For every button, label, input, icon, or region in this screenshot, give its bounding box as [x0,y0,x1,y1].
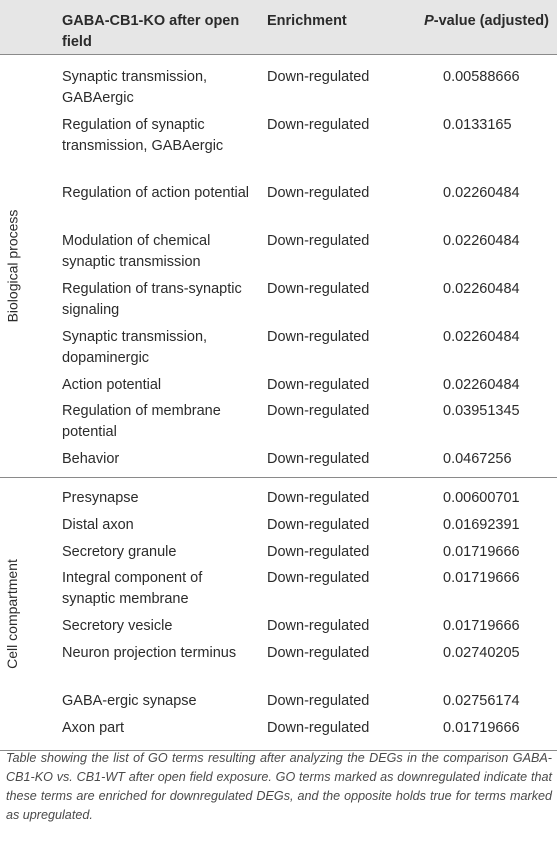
cell-pvalue: 0.02756174 [443,693,520,709]
cell-pvalue: 0.01719666 [443,720,520,736]
cell-pvalue: 0.01719666 [443,544,520,560]
cell-go-term: Regulation of trans-synaptic signaling [62,281,242,318]
cell-pvalue: 0.02260484 [443,185,520,201]
cell-pvalue: 0.02260484 [443,329,520,345]
cell-pvalue: 0.0467256 [443,451,512,467]
cell-enrichment: Down-regulated [267,517,370,533]
cell-enrichment: Down-regulated [267,451,370,467]
section-label-text: Cell compartment [4,559,21,669]
table-body [0,55,557,751]
section-biological-process [0,55,557,477]
cell-pvalue: 0.02260484 [443,377,520,393]
cell-go-term: GABA-ergic synapse [62,693,197,709]
table-row [0,327,557,375]
cell-go-term: Regulation of action potential [62,185,250,201]
cell-enrichment: Down-regulated [267,117,370,133]
cell-enrichment: Down-regulated [267,329,370,345]
cell-go-term: Modulation of chemical synaptic transmission [62,233,211,270]
table-row [0,515,557,542]
cell-go-term: Regulation of synaptic transmission, GABAergic [62,117,224,154]
cell-pvalue: 0.02260484 [443,233,520,249]
cell-enrichment: Down-regulated [267,645,370,661]
cell-pvalue: 0.00600701 [443,490,520,506]
table-row [0,449,557,473]
cell-pvalue: 0.01692391 [443,517,520,533]
cell-pvalue: 0.0133165 [443,117,512,133]
cell-enrichment: Down-regulated [267,377,370,393]
cell-go-term: Synaptic transmission, GABAergic [62,69,208,106]
cell-enrichment: Down-regulated [267,490,370,506]
cell-pvalue: 0.02260484 [443,281,520,297]
section-cell-compartment [0,478,557,750]
cell-go-term: Secretory vesicle [62,618,173,634]
cell-go-term: Secretory granule [62,544,177,560]
cell-enrichment: Down-regulated [267,69,370,85]
cell-pvalue: 0.02740205 [443,645,520,661]
header-pvalue-rest: -value (adjusted) [433,13,549,29]
table-row [0,67,557,115]
table-row [0,115,557,183]
cell-enrichment: Down-regulated [267,570,370,586]
cell-pvalue: 0.00588666 [443,69,520,85]
cell-go-term: Presynapse [62,490,139,506]
header-pvalue [424,11,549,32]
table-row [0,401,557,449]
cell-pvalue: 0.03951345 [443,403,520,419]
table-row [0,568,557,616]
cell-enrichment: Down-regulated [267,185,370,201]
cell-go-term: Neuron projection terminus [62,645,237,661]
table-row [0,183,557,231]
table-row [0,488,557,515]
cell-enrichment: Down-regulated [267,720,370,736]
header-enrichment: Enrichment [267,13,347,29]
table-header [0,0,557,54]
header-pvalue-italic: P [424,13,434,29]
table-row [0,231,557,279]
table-caption: Table showing the list of GO terms resulting after analyzing the DEGs in the comparison GABA-CB1-KO vs. CB1-WT after open field exposure. GO terms marked as downregulated indicate that these terms are enriched for downregulated DEGs, and the opposite holds true for terms marked as upregulated. [6,751,552,822]
header-term: GABA-CB1-KO after open field [62,13,240,50]
cell-go-term: Integral component of synaptic membrane [62,570,203,607]
table-row [0,542,557,568]
table-row [0,616,557,643]
cell-go-term: Synaptic transmission, dopaminergic [62,329,208,366]
cell-enrichment: Down-regulated [267,233,370,249]
cell-go-term: Distal axon [62,517,134,533]
cell-enrichment: Down-regulated [267,693,370,709]
cell-go-term: Regulation of membrane potential [62,403,221,440]
cell-go-term: Behavior [62,451,120,467]
cell-enrichment: Down-regulated [267,281,370,297]
table-row [0,375,557,401]
cell-pvalue: 0.01719666 [443,570,520,586]
table-row [0,691,557,718]
cell-enrichment: Down-regulated [267,403,370,419]
cell-go-term: Axon part [62,720,125,736]
cell-enrichment: Down-regulated [267,618,370,634]
table-row [0,718,557,744]
table-row [0,643,557,691]
cell-enrichment: Down-regulated [267,544,370,560]
section-label-text: Biological process [4,209,20,323]
cell-go-term: Action potential [62,377,162,393]
table-row [0,279,557,327]
cell-pvalue: 0.01719666 [443,618,520,634]
